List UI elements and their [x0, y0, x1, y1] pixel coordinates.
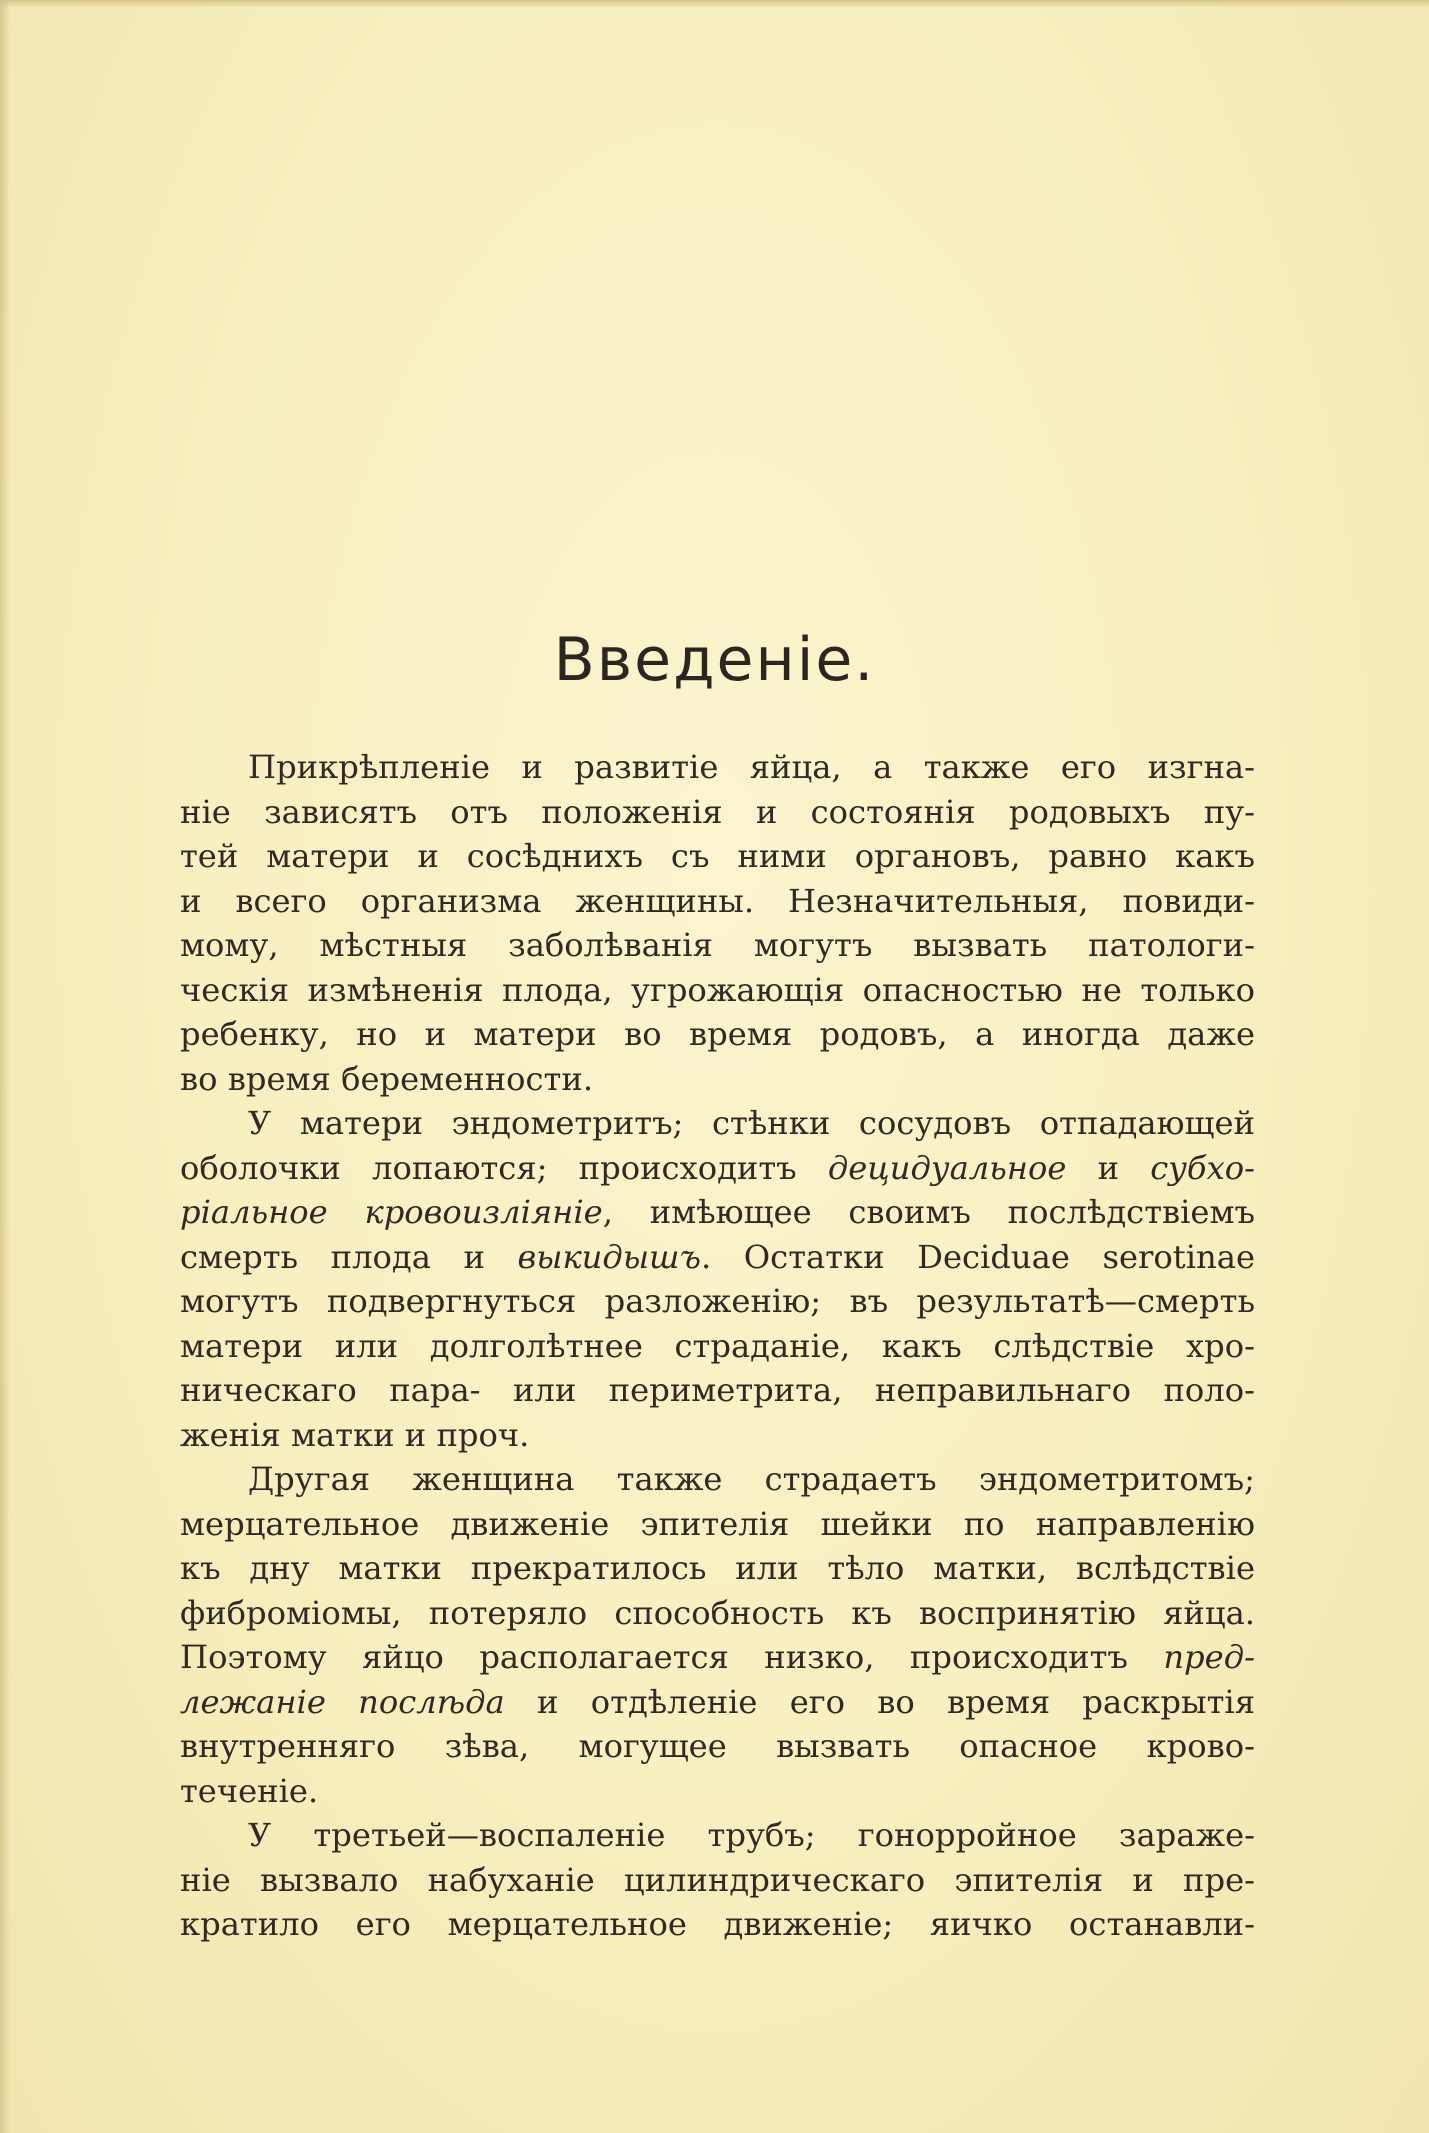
text-run: ніе зависятъ отъ положенія и состоянія родовыхъ пу- — [180, 792, 1255, 831]
text-line — [180, 1368, 1255, 1413]
text-run: матери или долголѣтнее страданіе, какъ слѣдствіе хро- — [180, 1326, 1255, 1365]
text-line — [180, 1769, 1255, 1814]
text-run: тей матери и сосѣднихъ съ ними органовъ, равно какъ — [180, 837, 1255, 875]
text-run: и — [1066, 1148, 1151, 1187]
text-run: мерцательное движеніе эпителія шейки по направленію — [180, 1504, 1255, 1543]
body-text — [180, 745, 1255, 1947]
text-run: и всего организма женщины. Незначительныя, повиди- — [180, 881, 1255, 920]
text-line — [180, 1680, 1255, 1725]
text-line — [180, 745, 1255, 790]
text-line — [180, 1724, 1255, 1769]
text-line — [180, 1012, 1255, 1057]
italic-term: ріальное кровоизліяніе — [180, 1193, 603, 1231]
text-run: Другая женщина также страдаетъ эндометритомъ; — [248, 1460, 1255, 1498]
page-edge-shadow-left — [0, 0, 10, 2133]
text-run: теченіе. — [180, 1771, 319, 1810]
text-line — [180, 1057, 1255, 1102]
italic-term: выкидышъ — [517, 1237, 701, 1276]
text-line — [180, 1146, 1255, 1191]
italic-term: лежаніе послѣда — [180, 1682, 505, 1721]
text-line — [180, 968, 1255, 1013]
text-line — [180, 1190, 1255, 1235]
text-run: фиброміомы, потеряло способность къ воспринятію яйца. — [180, 1593, 1255, 1632]
text-run: Прикрѣпленіе и развитіе яйца, а также его изгна- — [248, 748, 1255, 786]
text-line — [180, 1546, 1255, 1591]
text-run: У третьей—воспаленіе трубъ; гонорройное зараже- — [248, 1816, 1255, 1854]
text-line — [180, 1635, 1255, 1680]
text-line — [180, 1279, 1255, 1324]
text-run: . Остатки Deciduae serotinae — [700, 1237, 1256, 1276]
text-line — [180, 1902, 1255, 1947]
text-line — [180, 1324, 1255, 1369]
text-run: ніе вызвало набуханіе цилиндрическаго эпителія и пре- — [180, 1860, 1255, 1899]
italic-term: субхо- — [1150, 1148, 1255, 1187]
text-line — [180, 1591, 1255, 1636]
text-run: У матери эндометритъ; стѣнки сосудовъ отпадающей — [248, 1104, 1255, 1142]
text-line — [180, 1235, 1255, 1280]
italic-term: децидуальное — [827, 1148, 1067, 1187]
text-run: оболочки лопаются; происходитъ — [180, 1148, 828, 1187]
text-run: женія матки и проч. — [180, 1415, 530, 1454]
text-run: кратило его мерцательное движеніе; яичко останавли- — [180, 1905, 1255, 1943]
text-run: , имѣющее своимъ послѣдствіемъ — [602, 1193, 1255, 1231]
text-run: ребенку, но и матери во время родовъ, а иногда даже — [180, 1015, 1255, 1053]
text-line — [180, 834, 1255, 879]
text-run: Поэтому яйцо располагается низко, происходитъ — [180, 1638, 1164, 1676]
text-line — [180, 1101, 1255, 1146]
text-line — [180, 790, 1255, 835]
text-run: ческія измѣненія плода, угрожающія опасностью не только — [180, 970, 1255, 1009]
chapter-title: Введеніе. — [553, 625, 876, 695]
text-run: къ дну матки прекратилось или тѣло матки, вслѣдствіе — [180, 1549, 1255, 1587]
text-run: внутренняго зѣва, могущее вызвать опасное крово- — [180, 1727, 1255, 1765]
text-line — [180, 1813, 1255, 1858]
text-run: мому, мѣстныя заболѣванія могутъ вызвать патологи- — [180, 926, 1255, 964]
text-line — [180, 1457, 1255, 1502]
page-edge-shadow-top — [0, 0, 1429, 8]
text-run: смерть плода и — [180, 1237, 518, 1276]
text-line — [180, 1858, 1255, 1903]
text-run: и отдѣленіе его во время раскрытія — [504, 1682, 1256, 1721]
text-line — [180, 923, 1255, 968]
text-line — [180, 1413, 1255, 1458]
text-run: могутъ подвергнуться разложенію; въ результатѣ—смерть — [180, 1282, 1255, 1320]
text-run: ническаго пара- или периметрита, неправильнаго поло- — [180, 1371, 1255, 1409]
text-run: во время беременности. — [180, 1059, 594, 1098]
text-line — [180, 879, 1255, 924]
text-line — [180, 1502, 1255, 1547]
italic-term: пред- — [1163, 1638, 1255, 1676]
